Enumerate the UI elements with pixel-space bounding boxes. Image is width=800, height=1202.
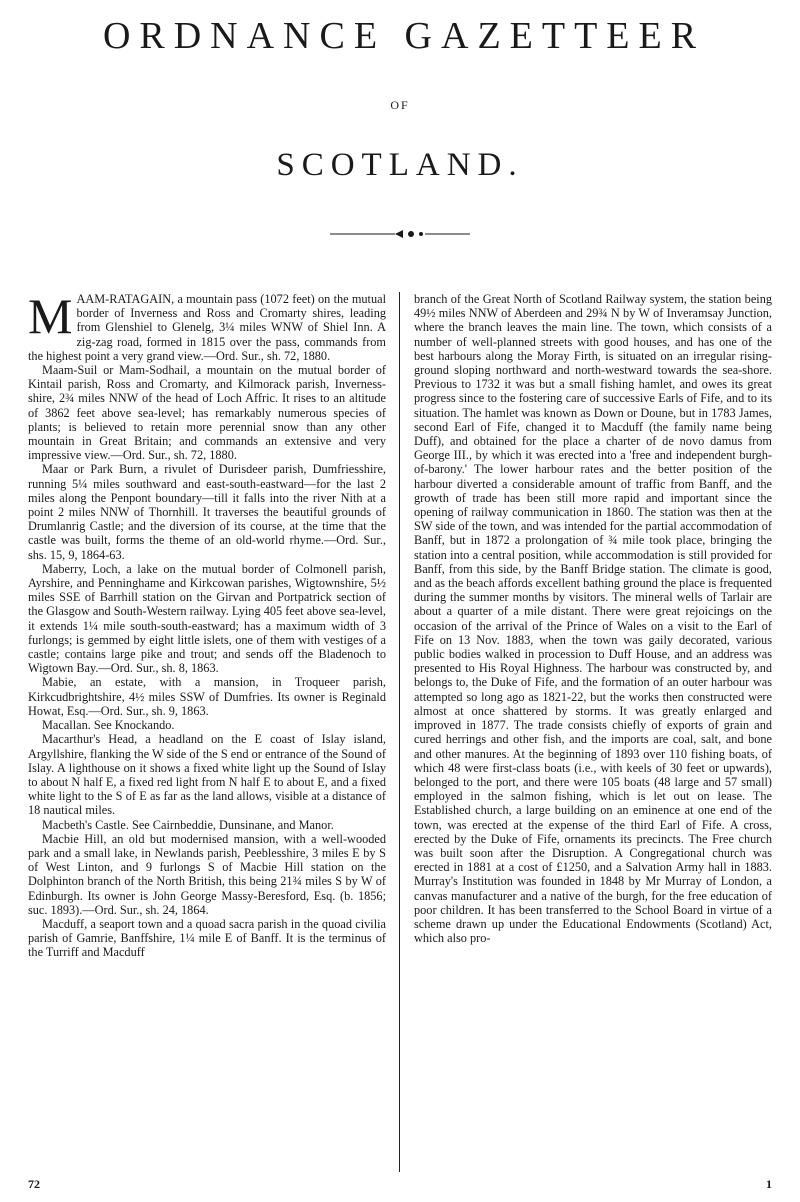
entry-macbie-hill: Macbie Hill, an old but modernised mansion, with a well-wooded park and a small lake, in Newlands parish, Peeblesshire, 3 miles E by S of West Linton, and 9 furlongs S of Macbie Hill station on the Dolphinton branch of the North British, this being 21¾ miles S by W of Edinburgh. Its owner is John George Massy-Beresford, Esq. (b. 1856; suc. 1893).—Ord. Sur., sh. 24, 1864. — [28, 831, 386, 917]
entry-macarthurs-head: Macarthur's Head, a headland on the E coast of Islay island, Argyllshire, flanking the W side of the S end or entrance of the Sound of Islay. A lighthouse on it shows a fixed white light up the Sound of Islay to about N half E, a fixed red light from N half E to about E, and a fixed white light to the S of E as far as the land allows, visible at a distance of 18 nautical miles. — [28, 732, 386, 818]
gazetteer-page — [0, 14, 800, 1202]
folio-left: 72 — [28, 1177, 40, 1191]
drop-cap: M — [28, 288, 73, 344]
page-subtitle: SCOTLAND. — [276, 147, 524, 183]
entry-maam-suil: Maam-Suil or Mam-Sodhail, a mountain on the mutual border of Kintail parish, Ross and Cromarty, and Kilmorack parish, Inverness-shire, 2¾ miles NNW of the head of Loch Affric. It rises to an altitude of 3862 feet above sea-level; has remarkably numerous species of plants; is believed to retain more perennial snow than any other mountain in Great Britain; and commands an extensive and very impressive view.—Ord. Sur., sh. 72, 1880. — [28, 363, 386, 463]
column-left — [28, 288, 400, 960]
folio-right: 1 — [766, 1177, 772, 1191]
entry-macduff-continued: branch of the Great North of Scotland Railway system, the station being 49½ miles NNW of Aberdeen and 29¾ N by W of Inveramsay Junction, where the branch leaves the main line. The town, which consists of a number of well-planned streets with good houses, and has one of the best harbours along the Moray Firth, is situated on an irregular rising-ground sloping northward and north-westward towards the sea-shore. Previous to 1732 it was but a small fishing hamlet, and owes its great progress since to the fostering care of successive Earls of Fife, and to its situation. The hamlet was known as Down or Doune, but in 1783 James, second Earl of Fife, changed it to Macduff (the family name being Duff), and obtained for the place a charter of de novo damus from George III., by which it was erected into a 'free and independent burgh-of-barony.' The lower harbour rates and the better position of the harbour diverted a considerable amount of traffic from Banff, and the growth of trade has been still more rapid and important since the opening of railway communication in 1860. The station was then at the SW side of the town, and was intended for the partial accommodation of Banff, but in 1872 a prolongation of ¾ mile took place, bringing the station into a central position, while accommodation is still provided for Banff, from this side, by the Banff Bridge station. The climate is good, and as the beach affords excellent bathing ground the place is frequented during the summer months by visitors. The mineral wells of Tarlair are about a quarter of a mile distant. There were great rejoicings on the occasion of the arrival of the Prince of Wales on a visit to the Earl of Fife on 13 Nov. 1883, when the town was gaily decorated, various public bodies walked in procession to Duff House, and an address was presented to His Royal Highness. The harbour was constructed by, and belongs to, the Duke of Fife, and the formation of an outer harbour was attempted so long ago as 1821-22, but the works then constructed were almost at once shattered by storms. It was greatly enlarged and improved in 1877. The trade consists chiefly of exports of grain and cured herrings and other fish, and the imports are coal, salt, and bone and other manures. At the beginning of 1893 over 110 fishing boats, of which 48 were first-class boats (i.e., with keels of 30 feet or upwards), belonged to the port, and there were 105 boats (48 large and 57 small) employed in the salmon fishing, which is let out on lease. The Established church, a large building on an eminence at one end of the town, was erected at the expense of the third Earl of Fife. A cross, erected by the Duke of Fife, ornaments its precincts. The Free church was built soon after the Disruption. A Congregational church was erected in 1881 at a cost of £1250, and a Salvation Army hall in 1883. Murray's Institution was founded in 1848 by Mr Murray of London, a canvas manufacturer and a native of the burgh, for the free education of poor children. It has been transferred to the School Board in virtue of a scheme drawn up under the Educational Endowments (Scotland) Act, which also pro- — [414, 292, 772, 946]
entry-macbeths-castle: Macbeth's Castle. See Cairnbeddie, Dunsinane, and Manor. — [42, 817, 334, 832]
entry-text: AAM-RATAGAIN, a mountain pass (1072 feet) on the mutual border of Inverness and Ross and Cromarty shires, leading from Glenshiel to Glenelg, 3¼ miles WNW of Shiel Inn. A zig-zag road, formed in 1815 over the pass, commands from the highest point a very grand view.—Ord. Sur., sh. 72, 1880. — [28, 292, 386, 363]
entry-macallan: Macallan. See Knockando. — [42, 718, 175, 733]
decorative-rule — [0, 224, 800, 244]
masthead — [0, 14, 800, 244]
entry-maam-ratagain — [28, 288, 386, 363]
column-right — [400, 292, 772, 960]
entry-maberry-loch: Maberry, Loch, a lake on the mutual border of Colmonell parish, Ayrshire, and Penninghame and Kirkcowan parishes, Wigtownshire, 5½ miles SSE of Barrhill station on the Girvan and Portpatrick section of the Glasgow and South-Western railway. Lying 405 feet above sea-level, it extends 1¼ mile south-south-eastward; has a maximum width of 3 furlongs; is gemmed by eight little islets, one of them with vestiges of a castle; contains large pike and trout; and sends off the Bladenoch to Wigtown Bay.—Ord. Sur., sh. 8, 1863. — [28, 561, 386, 676]
text-columns — [28, 288, 772, 960]
page-footer — [28, 1177, 772, 1192]
entry-macduff: Macduff, a seaport town and a quoad sacra parish in the quoad civilia parish of Gamrie, Banffshire, 1¼ mile E of Banff. It is the terminus of the Turriff and Macduff — [28, 916, 386, 960]
page-title: ORDNANCE GAZETTEER — [102, 15, 706, 57]
entry-mabie: Mabie, an estate, with a mansion, in Troqueer parish, Kirkcudbrightshire, 4½ miles SSW of Dumfries. Its owner is Reginald Howat, Esq.—Ord. Sur., sh. 9, 1863. — [28, 675, 386, 718]
entry-maar: Maar or Park Burn, a rivulet of Durisdeer parish, Dumfriesshire, running 5¼ miles southward and east-south-eastward—for the last 2 miles along the Penpont boundary—till it falls into the river Nith at a point 2 miles NNW of Thornhill. It traverses the beautiful grounds of Drumlanrig Castle; and the diversion of its course, at the time that the castle was built, forms the theme of an old-world rhyme.—Ord. Sur., shs. 15, 9, 1864-63. — [28, 462, 386, 562]
title-connector: OF — [390, 98, 410, 112]
